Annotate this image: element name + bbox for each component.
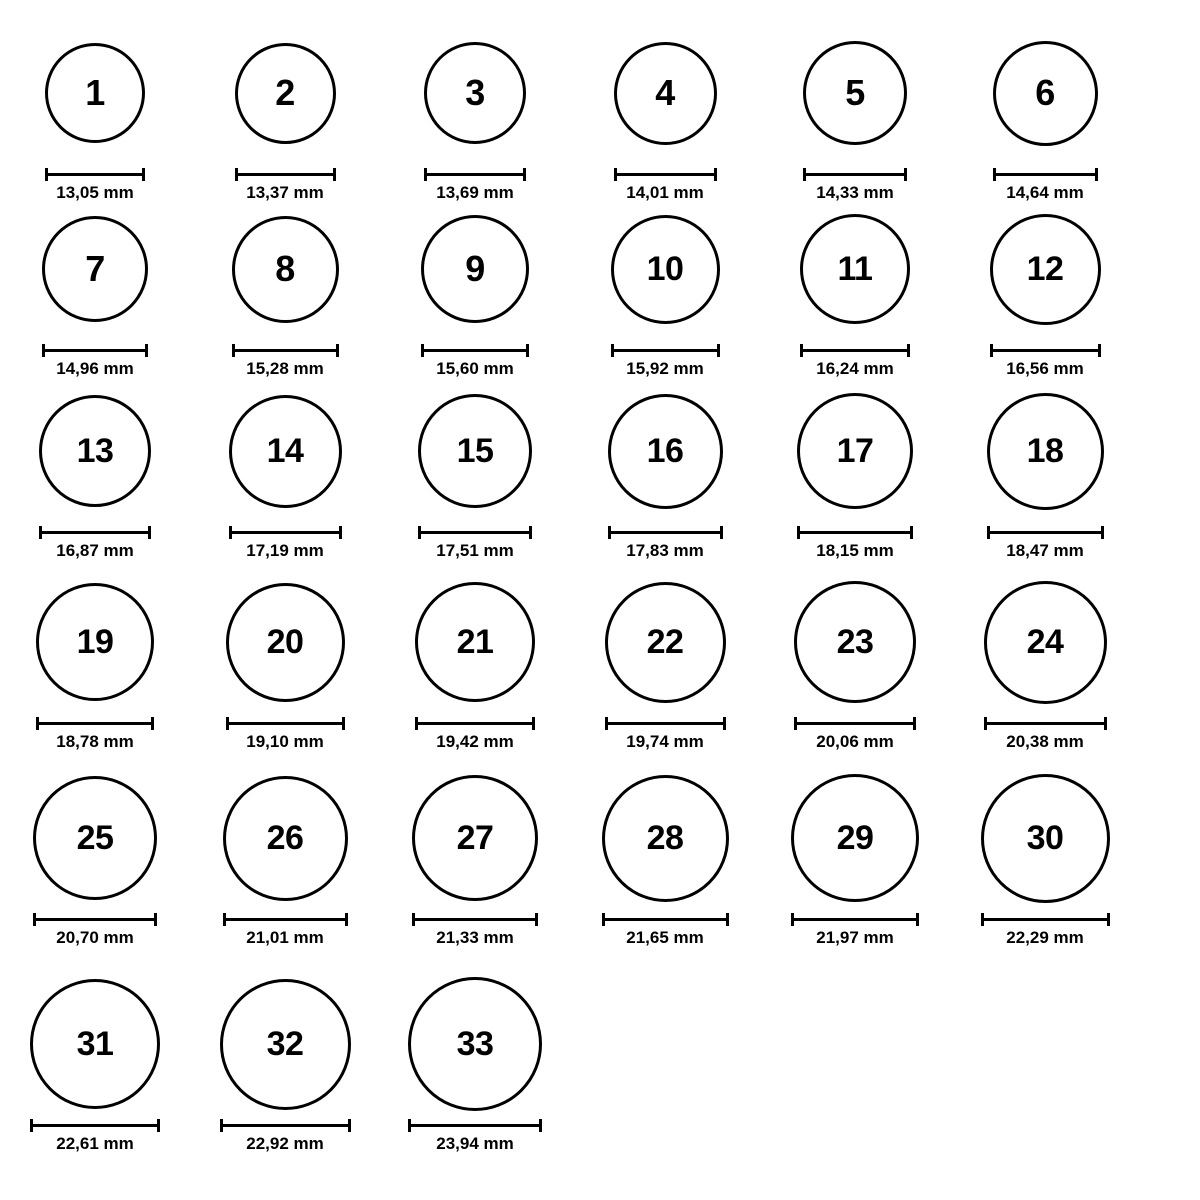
ring-size-number: 19 [76,623,114,661]
ruler-tick-right [157,1119,160,1132]
ruler-bar [797,722,913,725]
ring-size-cell [190,25,380,201]
ring-circle-wrap [803,25,907,161]
ruler-tick-right [345,913,348,926]
diameter-label: 16,87 mm [56,541,134,560]
ring-size-cell [760,574,950,750]
diameter-label: 21,65 mm [626,928,704,947]
ring-circle-wrap [232,201,339,337]
ruler-bar [39,722,151,725]
diameter-label: 17,19 mm [246,541,324,560]
ruler-bar [794,918,916,921]
diameter-ruler [412,912,538,926]
diameter-label: 19,74 mm [626,732,704,751]
ring-circle [408,977,542,1111]
diameter-ruler [36,716,154,730]
ruler-bar [36,918,154,921]
ring-size-number: 2 [275,72,295,113]
ruler-tick-right [151,717,154,730]
ring-circle-wrap [993,25,1098,161]
ruler-tick-right [1095,168,1098,181]
ring-circle [424,42,526,144]
ring-circle [42,216,148,322]
ring-size-cell [570,574,760,750]
ruler-tick-right [535,913,538,926]
ring-size-cell [190,976,380,1152]
diameter-label: 14,01 mm [626,183,704,202]
ring-circle [226,583,345,702]
diameter-label: 21,33 mm [436,928,514,947]
ring-circle [797,393,913,509]
ruler-bar [611,531,720,534]
diameter-label: 13,69 mm [436,183,514,202]
ring-size-row [0,574,1200,750]
ring-circle [235,43,336,144]
ruler-bar [421,531,529,534]
ruler-bar [614,349,717,352]
ring-size-row [0,976,1200,1152]
diameter-ruler [990,343,1101,357]
ring-circle-wrap [33,770,157,906]
ruler-bar [42,531,148,534]
diameter-ruler [608,525,723,539]
ruler-tick-right [913,717,916,730]
ring-circle [993,41,1098,146]
diameter-ruler [42,343,148,357]
ring-size-cell [760,770,950,946]
diameter-label: 13,37 mm [246,183,324,202]
ring-circle [220,979,351,1110]
ring-size-cell [380,383,570,559]
ruler-tick-right [723,717,726,730]
ring-circle [36,583,154,701]
diameter-ruler [220,1118,351,1132]
ring-size-number: 11 [837,250,873,288]
diameter-label: 23,94 mm [436,1134,514,1153]
ring-circle-wrap [984,574,1107,710]
ring-size-cell [570,25,760,201]
ruler-bar [800,531,910,534]
ruler-tick-right [717,344,720,357]
ring-circle-wrap [226,574,345,710]
ring-size-number: 28 [646,819,684,857]
ruler-tick-right [907,344,910,357]
diameter-ruler [30,1118,160,1132]
ruler-bar [427,173,523,176]
ring-circle-wrap [424,25,526,161]
diameter-label: 17,51 mm [436,541,514,560]
ring-size-number: 12 [1026,250,1064,288]
diameter-ruler [614,167,717,181]
ring-circle [232,216,339,323]
ring-circle-wrap [36,574,154,710]
diameter-ruler [611,343,720,357]
diameter-label: 22,92 mm [246,1134,324,1153]
diameter-label: 14,96 mm [56,359,134,378]
diameter-label: 16,24 mm [816,359,894,378]
diameter-ruler [984,716,1107,730]
diameter-ruler [45,167,145,181]
diameter-label: 19,42 mm [436,732,514,751]
ruler-tick-right [904,168,907,181]
ring-size-number: 27 [456,819,494,857]
ring-size-number: 4 [655,72,675,113]
ring-size-cell [570,201,760,377]
ring-size-cell [0,574,190,750]
diameter-ruler [987,525,1104,539]
diameter-label: 16,56 mm [1006,359,1084,378]
diameter-ruler [424,167,526,181]
ring-size-number: 29 [836,819,874,857]
ring-size-cell [190,574,380,750]
diameter-label: 21,97 mm [816,928,894,947]
diameter-ruler [408,1118,542,1132]
ring-size-number: 10 [646,250,684,288]
ring-size-number: 9 [465,248,485,289]
ring-circle [611,215,720,324]
ring-size-number: 22 [646,623,684,661]
ring-size-cell [0,770,190,946]
ring-circle [39,395,151,507]
ring-circle [418,394,532,508]
ring-size-number: 25 [76,819,114,857]
ring-circle [412,775,538,901]
diameter-ruler [39,525,151,539]
ring-size-number: 3 [465,72,485,113]
ring-size-number: 24 [1026,623,1064,661]
ring-size-cell [380,770,570,946]
ring-circle-wrap [608,383,723,519]
ring-size-number: 31 [76,1025,114,1063]
ring-circle [608,394,723,509]
ruler-tick-right [336,344,339,357]
ring-size-cell [0,976,190,1152]
diameter-label: 15,92 mm [626,359,704,378]
ring-circle-wrap [791,770,919,906]
ruler-bar [235,349,336,352]
ruler-tick-right [726,913,729,926]
ring-circle-wrap [611,201,720,337]
ring-circle-wrap [39,383,151,519]
diameter-ruler [33,912,157,926]
diameter-label: 20,38 mm [1006,732,1084,751]
ruler-bar [987,722,1104,725]
ruler-bar [984,918,1107,921]
diameter-ruler [418,525,532,539]
ring-size-number: 1 [85,72,105,113]
ruler-tick-right [720,526,723,539]
ruler-tick-right [910,526,913,539]
ruler-tick-right [529,526,532,539]
ring-circle-wrap [229,383,342,519]
ring-circle [45,43,145,143]
ring-size-cell [190,383,380,559]
ring-size-row [0,383,1200,559]
ring-size-number: 32 [266,1025,304,1063]
ring-circle-wrap [605,574,726,710]
ring-circle-wrap [987,383,1104,519]
ring-size-number: 17 [836,432,874,470]
diameter-label: 22,29 mm [1006,928,1084,947]
ring-size-cell [190,770,380,946]
ruler-bar [993,349,1098,352]
diameter-ruler [797,525,913,539]
ring-size-cell [760,383,950,559]
diameter-ruler [223,912,348,926]
ring-size-number: 16 [646,432,684,470]
ring-size-number: 26 [266,819,304,857]
ruler-bar [990,531,1101,534]
ruler-bar [996,173,1095,176]
ruler-tick-right [1107,913,1110,926]
ruler-tick-right [339,526,342,539]
ring-circle [229,395,342,508]
ring-circle [415,582,535,702]
ruler-tick-right [526,344,529,357]
ring-circle-wrap [421,201,529,337]
ruler-bar [418,722,532,725]
ring-circle [987,393,1104,510]
diameter-label: 20,70 mm [56,928,134,947]
ruler-bar [232,531,339,534]
diameter-label: 19,10 mm [246,732,324,751]
ring-circle-wrap [45,25,145,161]
diameter-ruler [232,343,339,357]
ring-circle [602,775,729,902]
ring-circle [981,774,1110,903]
ring-circle-wrap [602,770,729,906]
ruler-tick-right [714,168,717,181]
diameter-ruler [993,167,1098,181]
diameter-ruler [981,912,1110,926]
ruler-tick-right [148,526,151,539]
ring-size-number: 5 [845,72,865,113]
ruler-tick-right [154,913,157,926]
ring-size-cell [0,201,190,377]
ruler-bar [238,173,333,176]
ring-circle [794,581,916,703]
diameter-label: 21,01 mm [246,928,324,947]
ring-circle-wrap [235,25,336,161]
ring-size-number: 8 [275,248,295,289]
ring-circle [30,979,160,1109]
ring-circle [990,214,1101,325]
ring-circle [791,774,919,902]
ring-circle [421,215,529,323]
ring-size-cell [950,770,1140,946]
diameter-label: 14,33 mm [816,183,894,202]
ring-size-number: 30 [1026,819,1064,857]
ring-size-cell [380,976,570,1152]
diameter-label: 13,05 mm [56,183,134,202]
diameter-ruler [229,525,342,539]
ring-circle-wrap [42,201,148,337]
ring-size-row [0,770,1200,946]
ruler-bar [223,1124,348,1127]
ruler-tick-right [145,344,148,357]
diameter-ruler [415,716,535,730]
ring-size-number: 13 [76,432,114,470]
ring-circle-wrap [412,770,538,906]
ring-circle-wrap [223,770,348,906]
ring-circle-wrap [797,383,913,519]
ring-circle [33,776,157,900]
ruler-bar [411,1124,539,1127]
ring-size-number: 18 [1026,432,1064,470]
ring-circle [984,581,1107,704]
ring-size-number: 6 [1035,72,1055,113]
diameter-label: 18,15 mm [816,541,894,560]
ring-circle-wrap [981,770,1110,906]
ring-size-cell [380,25,570,201]
ruler-tick-right [1101,526,1104,539]
diameter-label: 15,60 mm [436,359,514,378]
ring-size-number: 20 [266,623,304,661]
ring-circle [223,776,348,901]
diameter-ruler [235,167,336,181]
diameter-ruler [791,912,919,926]
ruler-tick-right [348,1119,351,1132]
ring-size-cell [950,201,1140,377]
ring-size-cell [760,25,950,201]
ring-size-number: 7 [85,248,105,289]
ring-circle-wrap [990,201,1101,337]
ruler-tick-right [142,168,145,181]
ring-circle [614,42,717,145]
ruler-bar [806,173,904,176]
ruler-tick-right [342,717,345,730]
ruler-bar [608,722,723,725]
ruler-bar [605,918,726,921]
ring-size-cell [950,25,1140,201]
ring-size-cell [570,770,760,946]
ring-size-number: 33 [456,1025,494,1063]
ring-circle-wrap [415,574,535,710]
ring-size-cell [950,574,1140,750]
diameter-ruler [602,912,729,926]
ruler-bar [226,918,345,921]
diameter-ruler [803,167,907,181]
ring-circle-wrap [800,201,910,337]
ring-circle-wrap [794,574,916,710]
ruler-tick-right [333,168,336,181]
ruler-bar [229,722,342,725]
ring-size-cell [950,383,1140,559]
ring-size-row [0,201,1200,377]
diameter-label: 17,83 mm [626,541,704,560]
ruler-tick-right [916,913,919,926]
ruler-tick-right [1098,344,1101,357]
ring-circle [803,41,907,145]
ring-size-cell [380,574,570,750]
ring-size-number: 21 [456,623,494,661]
ruler-bar [45,349,145,352]
ring-size-number: 15 [456,432,494,470]
ring-circle-wrap [408,976,542,1112]
ring-size-number: 14 [266,432,304,470]
ruler-bar [415,918,535,921]
diameter-label: 14,64 mm [1006,183,1084,202]
diameter-label: 18,78 mm [56,732,134,751]
ring-size-cell [570,383,760,559]
ring-circle-wrap [614,25,717,161]
ruler-bar [48,173,142,176]
ruler-bar [33,1124,157,1127]
ring-size-cell [0,383,190,559]
ring-circle-wrap [30,976,160,1112]
ruler-tick-right [1104,717,1107,730]
ring-size-cell [0,25,190,201]
diameter-label: 20,06 mm [816,732,894,751]
ring-circle [800,214,910,324]
ring-size-cell [380,201,570,377]
ring-circle-wrap [418,383,532,519]
ruler-tick-right [532,717,535,730]
ring-circle-wrap [220,976,351,1112]
ruler-bar [803,349,907,352]
ring-size-cell [190,201,380,377]
diameter-label: 15,28 mm [246,359,324,378]
diameter-ruler [794,716,916,730]
diameter-ruler [226,716,345,730]
ring-size-cell [760,201,950,377]
ruler-bar [617,173,714,176]
ring-size-row [0,25,1200,201]
diameter-label: 22,61 mm [56,1134,134,1153]
diameter-ruler [800,343,910,357]
diameter-ruler [421,343,529,357]
ruler-tick-right [539,1119,542,1132]
ring-size-number: 23 [836,623,874,661]
diameter-ruler [605,716,726,730]
ruler-bar [424,349,526,352]
diameter-label: 18,47 mm [1006,541,1084,560]
ruler-tick-right [523,168,526,181]
ring-circle [605,582,726,703]
